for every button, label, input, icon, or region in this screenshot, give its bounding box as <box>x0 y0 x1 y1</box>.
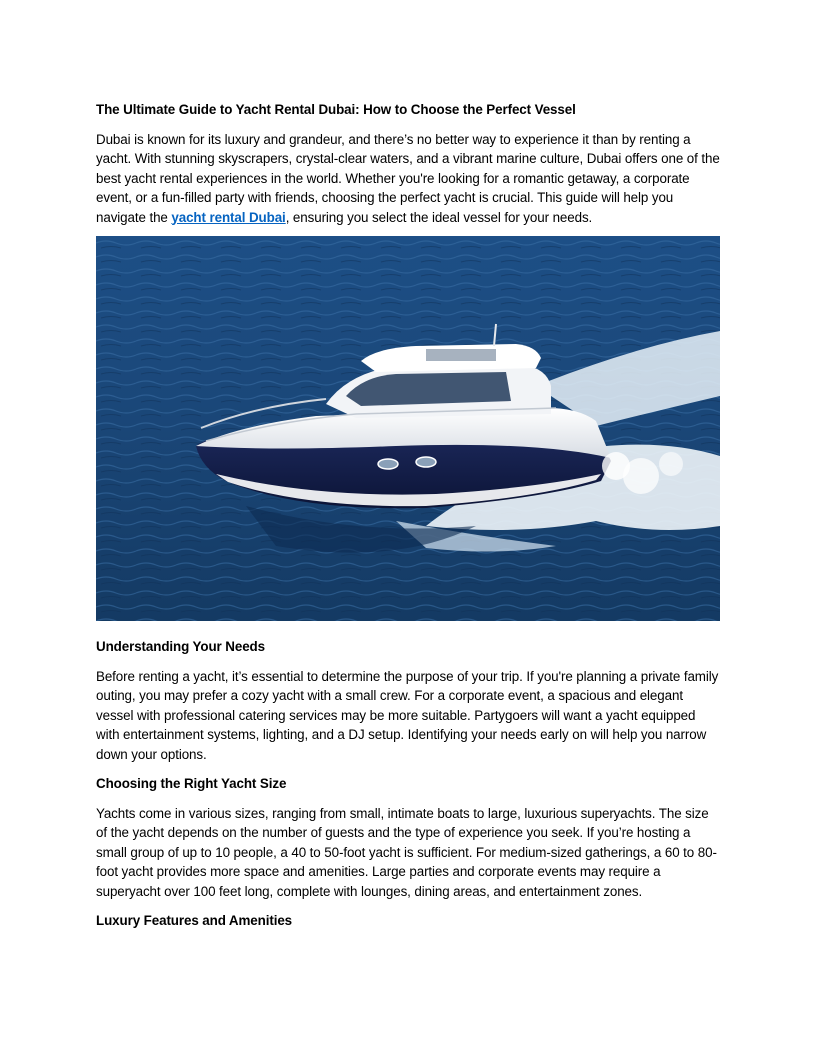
section-heading-needs: Understanding Your Needs <box>96 639 265 654</box>
document-title: The Ultimate Guide to Yacht Rental Dubai: How to Choose the Perfect Vessel <box>96 102 576 117</box>
section-heading-size: Choosing the Right Yacht Size <box>96 776 287 791</box>
section-heading-luxury: Luxury Features and Amenities <box>96 913 293 928</box>
yacht-rental-dubai-link[interactable]: yacht rental Dubai <box>171 209 286 225</box>
intro-text-before-link: Dubai is known for its luxury and grandeur, and there’s no better way to experience it than by renting a yacht. With stunning skyscrapers, crystal-clear waters, and a vibrant marine culture, Dubai offers one of the best yacht rental experiences in the world. Whether you're looking for a romantic getaway, a corporate event, or a fun-filled party with friends, choosing the perfect yacht is crucial. This guide will help you navigate the <box>96 131 720 225</box>
intro-paragraph <box>96 130 720 228</box>
intro-text-after-link: , ensuring you select the ideal vessel for your needs. <box>285 209 593 225</box>
section-body-size: Yachts come in various sizes, ranging from small, intimate boats to large, luxurious superyachts. The size of the yacht depends on the number of guests and the type of experience you seek. If you’re hosting a small group of up to 10 people, a 40 to 50-foot yacht is sufficient. For medium-sized gatherings, a 60 to 80-foot yacht provides more space and amenities. Large parties and corporate events may require a superyacht over 100 feet long, complete with lounges, dining areas, and entertainment zones. <box>96 805 717 899</box>
document-page <box>96 96 720 931</box>
section-body-needs: Before renting a yacht, it’s essential to determine the purpose of your trip. If you're planning a private family outing, you may prefer a cozy yacht with a small crew. For a corporate event, a spacious and elegant vessel with professional catering services may be more suitable. Partygoers will want a yacht equipped with entertainment systems, lighting, and a DJ setup. Identifying your needs early on will help you narrow down your options. <box>96 668 719 762</box>
yacht-illustration <box>96 236 720 621</box>
yacht-photo <box>96 236 720 621</box>
